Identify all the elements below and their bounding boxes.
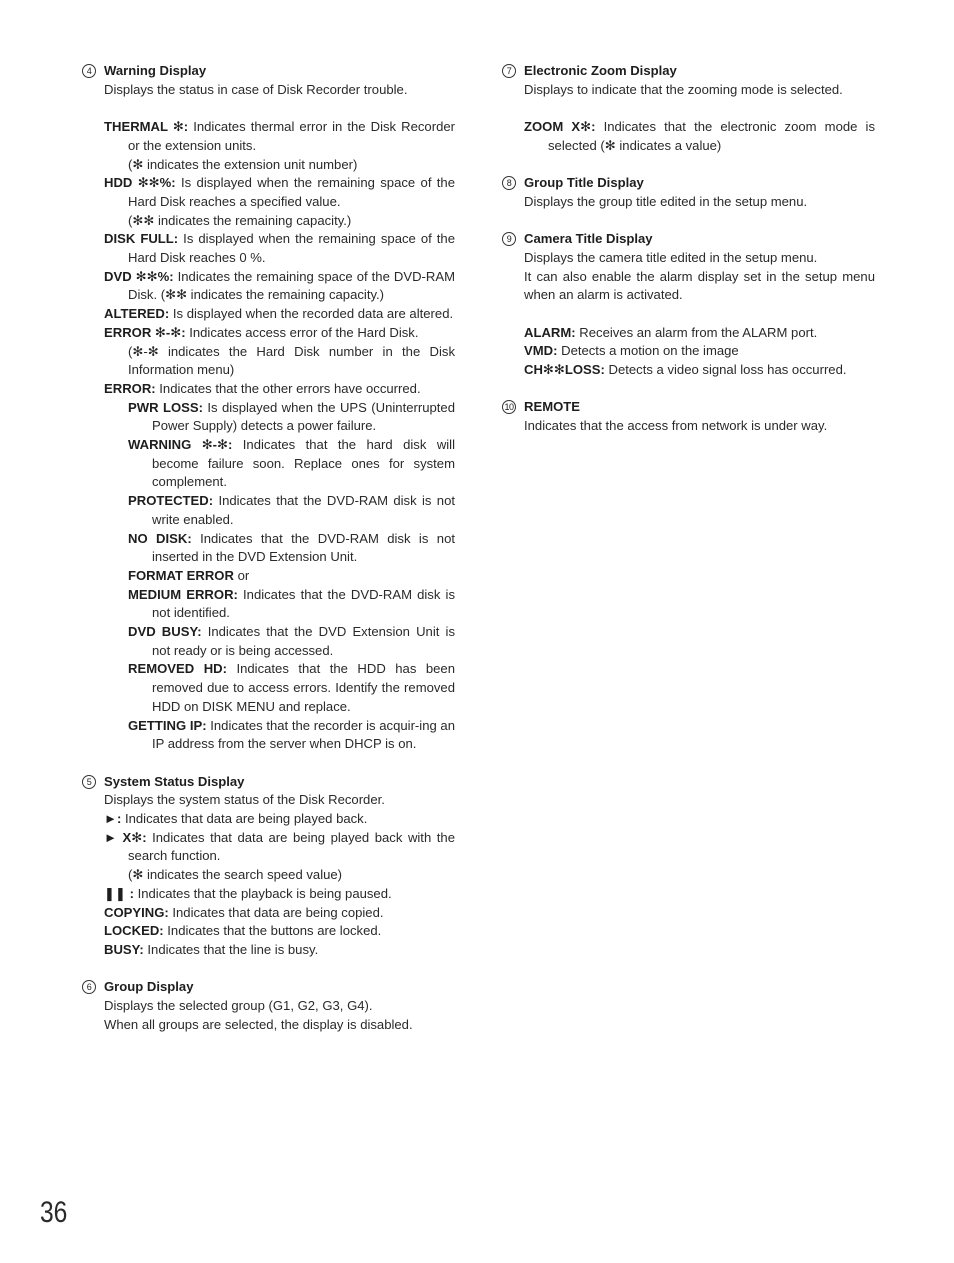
sub-list-item [128,586,455,623]
item-text: Indicates that data are being played back with the search function. [128,829,455,864]
item-text: Receives an alarm from the ALARM port. [575,324,818,340]
section-group-title-display [502,174,875,211]
section-description: Displays the status in case of Disk Recorder trouble. [104,81,408,97]
item-label: PWR LOSS: [128,399,203,415]
section-title: Electronic Zoom Display [524,63,677,78]
list-item [104,305,455,324]
section-description: Displays the selected group (G1, G2, G3, G4). [104,997,373,1013]
item-label: NO DISK: [128,530,192,546]
list-item [104,922,455,941]
section-warning-display [82,62,455,754]
item-text: Indicates that data are being played back. [121,811,368,826]
item-text: Detects a motion on the image [557,343,739,359]
list-item [104,268,455,305]
item-label: COPYING: [104,904,169,920]
item-text: Indicates access error of the Hard Disk. [185,324,419,340]
section-body [82,81,455,754]
circled-number: 7 [502,64,516,78]
item-label: ALARM: [524,324,576,340]
pause-icon: ❚❚ : [104,885,134,901]
item-text: Indicates that the line is busy. [143,941,319,957]
item-label: REMOVED HD: [128,661,227,677]
section-body [82,997,455,1034]
circled-number: 8 [502,176,516,190]
item-label: CH✻✻LOSS: [524,362,605,377]
item-note: (✻-✻ indicates the Hard Disk number in the Disk Information menu) [128,343,455,378]
item-text: Indicates that the HDD has been removed due to access errors. Identify the removed HDD on DISK MENU and replace. [152,661,455,714]
section-heading [82,978,455,997]
circled-number: 4 [82,64,96,78]
list-item [104,380,455,399]
sub-list-item [128,567,455,586]
item-text: Indicates that the DVD-RAM disk is not identified. [152,586,455,621]
item-label: HDD ✻✻%: [104,175,176,191]
item-label: DVD ✻✻%: [104,268,174,284]
item-text: Is displayed when the recorded data are altered. [169,306,454,322]
item-label: BUSY: [104,941,144,957]
circled-number: 5 [82,775,96,789]
item-text: or [233,567,250,583]
item-text: Is displayed when the remaining space of the Hard Disk reaches a specified value. [128,175,455,209]
list-item [104,174,455,211]
play-icon: ►: [104,811,122,826]
section-description: Displays the camera title edited in the setup menu. [524,249,818,265]
sub-list-item [128,492,455,529]
item-note: (✻ indicates the search speed value) [128,867,343,883]
item-label: ERROR: [104,380,156,396]
circled-number: 6 [82,980,96,994]
section-system-status-display [82,773,455,960]
section-description: Indicates that the access from network is under way. [524,418,828,433]
section-camera-title-display [502,230,875,380]
item-text: Indicates thermal error in the Disk Recorder or the extension units. [128,119,455,153]
item-label: DVD BUSY: [128,624,202,640]
section-description: Displays the system status of the Disk Recorder. [104,792,385,808]
item-text: Indicates that the recorder is acquir-ing an IP address from the server when DHCP is on. [152,717,455,752]
circled-number: 9 [502,232,516,246]
section-heading [502,398,875,417]
item-label: VMD: [524,343,558,359]
section-title: REMOTE [524,399,581,415]
item-note: (✻✻ indicates the remaining capacity.) [128,212,352,228]
item-text: Indicates that the playback is being paused. [133,885,392,901]
section-description: Displays to indicate that the zooming mode is selected. [524,81,843,97]
section-title: Warning Display [104,63,207,78]
page-number: 36 [40,1196,68,1229]
list-item [524,342,875,361]
item-label: ALTERED: [104,306,170,322]
item-label: PROTECTED: [128,493,214,509]
section-heading [82,62,455,81]
list-item [524,118,875,155]
section-description: Displays the group title edited in the setup menu. [524,193,808,209]
list-item [104,904,455,923]
item-text: Indicates that the other errors have occurred. [155,380,421,396]
section-body [502,81,875,156]
section-heading [502,230,875,249]
list-item [104,885,455,904]
play-search-icon: ► X✻: [104,829,147,845]
item-text: Detects a video signal loss has occurred. [604,362,847,377]
item-label: WARNING ✻-✻: [128,437,233,453]
sub-list-item [128,436,455,492]
item-note: (✻ indicates the extension unit number) [128,156,358,172]
section-electronic-zoom-display [502,62,875,156]
list-item [104,829,455,866]
list-item [524,361,875,380]
sub-list-item [128,530,455,567]
list-item [104,230,455,267]
item-text: Indicates the remaining space of the DVD-RAM Disk. (✻✻ indicates the remaining capacity.) [128,268,455,303]
section-title: Camera Title Display [524,231,653,247]
section-description: It can also enable the alarm display set in the setup menu when an alarm is activated. [524,268,875,303]
list-item [104,118,455,155]
section-title: Group Title Display [524,175,644,191]
list-item [524,324,875,343]
item-text: Indicates that data are being copied. [168,904,384,920]
list-item [104,324,455,343]
section-description: When all groups are selected, the display is disabled. [104,1016,413,1032]
section-title: Group Display [104,979,194,995]
section-title: System Status Display [104,773,245,789]
section-body [502,417,875,436]
section-heading [502,174,875,193]
item-label: FORMAT ERROR [128,567,234,583]
item-label: LOCKED: [104,923,164,939]
right-column [502,62,875,454]
item-text: Is displayed when the UPS (Uninterrupted Power Supply) detects a power failure. [152,399,455,434]
sub-list-item [128,660,455,716]
section-group-display [82,978,455,1034]
section-body [502,249,875,380]
item-text: Indicates that the buttons are locked. [163,923,382,939]
item-text: Indicates that the DVD Extension Unit is not ready or is being accessed. [152,624,455,658]
item-text: Is displayed when the remaining space of the Hard Disk reaches 0 %. [128,231,455,266]
section-body [502,193,875,212]
sub-list-item [128,717,455,754]
circled-number: 10 [502,400,516,414]
section-heading [502,62,875,81]
item-text: Indicates that the DVD-RAM disk is not write enabled. [152,493,455,527]
item-text: Indicates that the electronic zoom mode is selected (✻ indicates a value) [548,119,875,153]
sub-list-item [128,623,455,660]
list-item [104,810,455,829]
left-column [82,62,455,1053]
list-item [104,941,455,960]
section-heading [82,773,455,792]
section-body [82,791,455,959]
sub-list-item [128,399,455,436]
section-remote [502,398,875,435]
item-text: Indicates that the hard disk will become failure soon. Replace ones for system complement. [152,437,455,490]
item-label: ERROR ✻-✻: [104,324,186,340]
item-text: Indicates that the DVD-RAM disk is not inserted in the DVD Extension Unit. [152,530,455,565]
item-label: ZOOM X✻: [524,119,596,135]
item-label: DISK FULL: [104,231,179,247]
item-label: THERMAL ✻: [104,119,189,135]
item-label: MEDIUM ERROR: [128,586,238,602]
item-label: GETTING IP: [128,717,207,733]
